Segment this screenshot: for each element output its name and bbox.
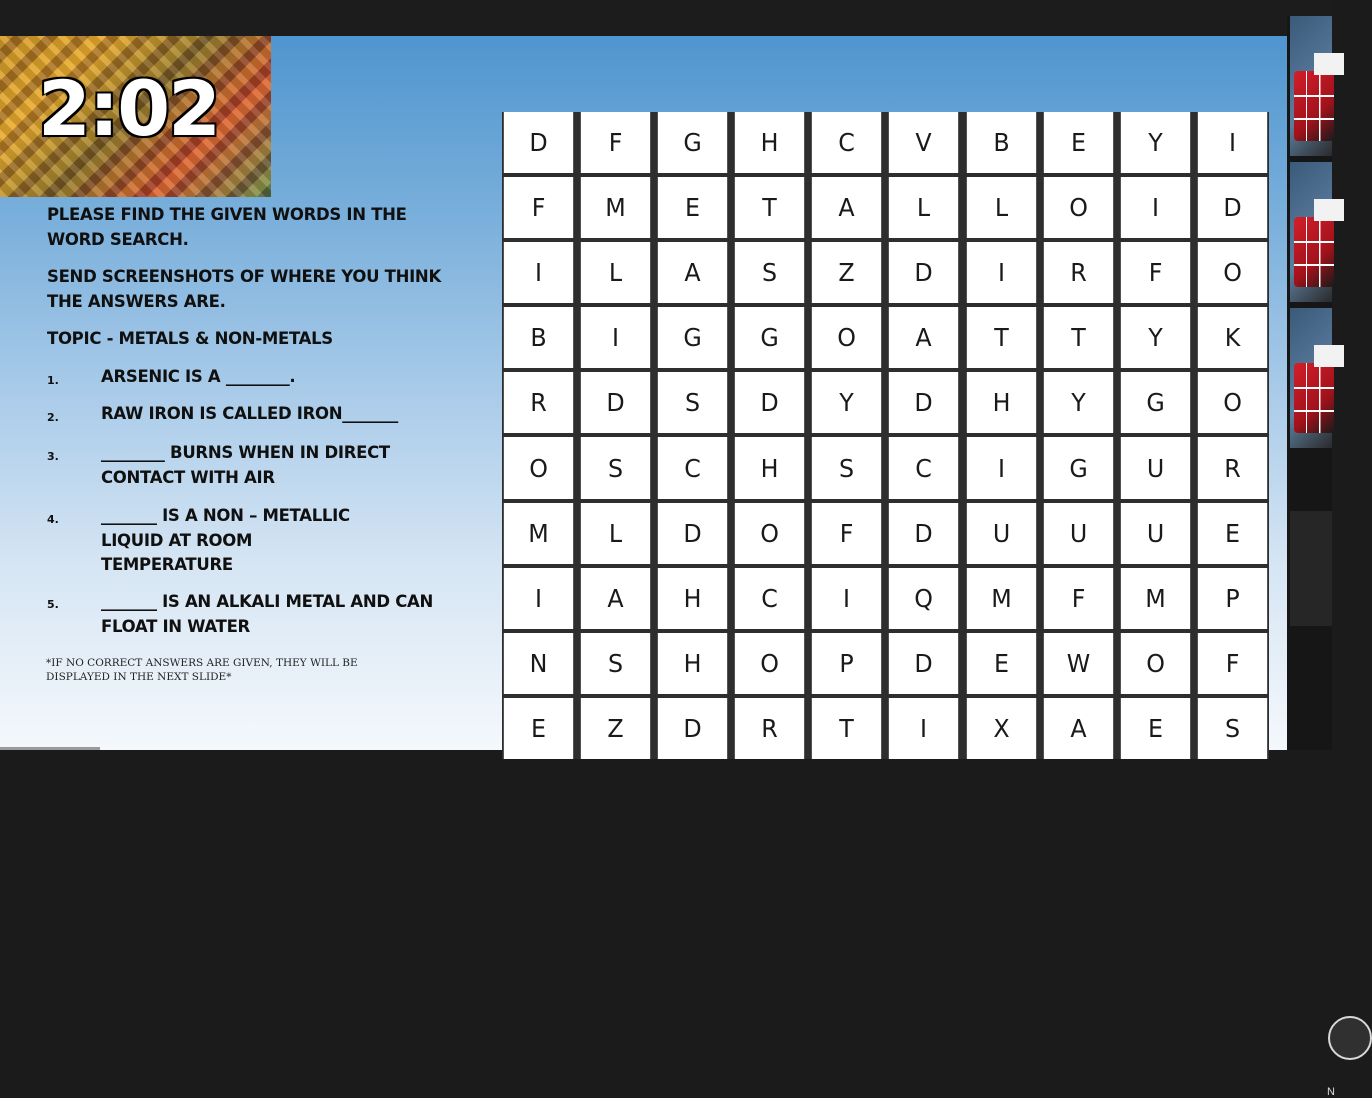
countdown-timer: 2:02	[38, 64, 220, 153]
grid-cell: H	[658, 568, 727, 629]
grid-cell: G	[735, 307, 804, 368]
rubiks-cube-image	[1294, 71, 1334, 141]
question-text: ________ BURNS WHEN IN DIRECT CONTACT WITH AIR	[101, 443, 390, 487]
question-number: 4.	[47, 513, 59, 526]
grid-cell: A	[812, 177, 881, 238]
grid-cell: H	[966, 372, 1035, 433]
progress-line	[0, 747, 100, 750]
grid-cell: E	[966, 633, 1035, 694]
grid-cell: M	[1121, 568, 1190, 629]
grid-cell: L	[889, 177, 958, 238]
grid-cell: I	[966, 242, 1035, 303]
grid-cell: L	[581, 503, 650, 564]
grid-cell: P	[812, 633, 881, 694]
grid-cell: U	[1121, 437, 1190, 498]
question-number: 3.	[47, 450, 59, 463]
participant-video-thumbnail[interactable]	[1290, 16, 1332, 156]
grid-cell: B	[504, 307, 573, 368]
grid-cell: D	[889, 372, 958, 433]
grid-cell: E	[1044, 112, 1113, 173]
shared-slide	[0, 36, 1287, 750]
grid-cell: F	[1121, 242, 1190, 303]
grid-cell: X	[966, 698, 1035, 759]
grid-cell: D	[889, 503, 958, 564]
grid-cell: I	[889, 698, 958, 759]
grid-cell: M	[504, 503, 573, 564]
grid-cell: S	[581, 437, 650, 498]
grid-cell: D	[889, 242, 958, 303]
grid-cell: Q	[889, 568, 958, 629]
grid-cell: D	[658, 503, 727, 564]
grid-cell: I	[504, 568, 573, 629]
participant-sidebar	[1287, 16, 1335, 1098]
grid-cell: D	[889, 633, 958, 694]
rubiks-cube-image	[1294, 363, 1334, 433]
grid-cell: Y	[1121, 307, 1190, 368]
grid-cell: G	[658, 307, 727, 368]
footnote: *IF NO CORRECT ANSWERS ARE GIVEN, THEY WILL BE DISPLAYED IN THE NEXT SLIDE*	[46, 657, 358, 683]
grid-cell: Y	[1044, 372, 1113, 433]
grid-cell: D	[504, 112, 573, 173]
instruction-find-words: PLEASE FIND THE GIVEN WORDS IN THE WORD SEARCH.	[47, 205, 407, 249]
grid-cell: S	[812, 437, 881, 498]
grid-cell: I	[504, 242, 573, 303]
grid-cell: R	[735, 698, 804, 759]
grid-cell: A	[658, 242, 727, 303]
grid-cell: Y	[1121, 112, 1190, 173]
meeting-top-bar	[0, 0, 1332, 36]
grid-cell: G	[658, 112, 727, 173]
grid-cell: I	[1121, 177, 1190, 238]
grid-cell: L	[966, 177, 1035, 238]
grid-cell: N	[504, 633, 573, 694]
grid-cell: D	[1198, 177, 1267, 238]
grid-cell: A	[1044, 698, 1113, 759]
grid-cell: C	[889, 437, 958, 498]
grid-cell: E	[504, 698, 573, 759]
grid-cell: W	[1044, 633, 1113, 694]
grid-cell: M	[581, 177, 650, 238]
grid-cell: I	[581, 307, 650, 368]
participant-tile[interactable]	[1290, 511, 1335, 1098]
grid-cell: O	[735, 503, 804, 564]
grid-cell: V	[889, 112, 958, 173]
participant-video-thumbnail[interactable]	[1290, 162, 1332, 302]
grid-cell: D	[735, 372, 804, 433]
grid-cell: K	[1198, 307, 1267, 368]
grid-cell: T	[735, 177, 804, 238]
grid-cell: R	[504, 372, 573, 433]
grid-cell: E	[1121, 698, 1190, 759]
grid-cell: O	[1121, 633, 1190, 694]
question-text: _______ IS AN ALKALI METAL AND CAN FLOAT IN WATER	[101, 592, 434, 636]
grid-cell: T	[1044, 307, 1113, 368]
grid-cell: F	[1198, 633, 1267, 694]
rubiks-cube-image	[1294, 217, 1334, 287]
grid-cell: O	[1044, 177, 1113, 238]
participant-name: N	[1327, 1086, 1335, 1098]
grid-cell: C	[812, 112, 881, 173]
grid-cell: O	[1198, 372, 1267, 433]
grid-cell: G	[1121, 372, 1190, 433]
grid-cell: L	[581, 242, 650, 303]
topic-heading: TOPIC - METALS & NON-METALS	[47, 329, 333, 348]
grid-cell: F	[581, 112, 650, 173]
grid-cell: Z	[581, 698, 650, 759]
grid-cell: D	[658, 698, 727, 759]
grid-cell: T	[966, 307, 1035, 368]
word-search-grid	[502, 112, 1269, 759]
grid-cell: O	[1198, 242, 1267, 303]
grid-cell: M	[966, 568, 1035, 629]
grid-cell: S	[581, 633, 650, 694]
grid-cell: O	[812, 307, 881, 368]
grid-cell: T	[812, 698, 881, 759]
question-text: _______ IS A NON – METALLIC LIQUID AT ROOM TEMPERATURE	[101, 506, 350, 574]
grid-cell: I	[966, 437, 1035, 498]
grid-cell: A	[581, 568, 650, 629]
grid-cell: U	[966, 503, 1035, 564]
question-number: 2.	[47, 411, 59, 424]
grid-cell: H	[735, 112, 804, 173]
grid-cell: S	[735, 242, 804, 303]
question-number: 5.	[47, 598, 59, 611]
grid-cell: D	[581, 372, 650, 433]
grid-cell: F	[504, 177, 573, 238]
grid-cell: Y	[812, 372, 881, 433]
grid-cell: F	[1044, 568, 1113, 629]
question-number: 1.	[47, 374, 59, 387]
grid-cell: E	[1198, 503, 1267, 564]
grid-cell: B	[966, 112, 1035, 173]
grid-cell: I	[1198, 112, 1267, 173]
timer-panel	[0, 36, 271, 197]
grid-cell: P	[1198, 568, 1267, 629]
grid-cell: U	[1044, 503, 1113, 564]
grid-cell: U	[1121, 503, 1190, 564]
grid-cell: F	[812, 503, 881, 564]
grid-cell: I	[812, 568, 881, 629]
grid-cell: S	[658, 372, 727, 433]
grid-cell: C	[658, 437, 727, 498]
question-text: ARSENIC IS A ________.	[101, 367, 296, 386]
grid-cell: G	[1044, 437, 1113, 498]
grid-cell: O	[504, 437, 573, 498]
grid-cell: O	[735, 633, 804, 694]
participant-video-thumbnail[interactable]	[1290, 308, 1332, 448]
question-text: RAW IRON IS CALLED IRON_______	[101, 404, 398, 423]
grid-cell: H	[735, 437, 804, 498]
avatar	[1328, 1016, 1372, 1060]
grid-cell: A	[889, 307, 958, 368]
grid-cell: C	[735, 568, 804, 629]
grid-cell: R	[1198, 437, 1267, 498]
grid-cell: H	[658, 633, 727, 694]
grid-cell: E	[658, 177, 727, 238]
grid-cell: S	[1198, 698, 1267, 759]
grid-cell: Z	[812, 242, 881, 303]
grid-cell: R	[1044, 242, 1113, 303]
instruction-send-screenshots: SEND SCREENSHOTS OF WHERE YOU THINK THE ANSWERS ARE.	[47, 267, 441, 311]
